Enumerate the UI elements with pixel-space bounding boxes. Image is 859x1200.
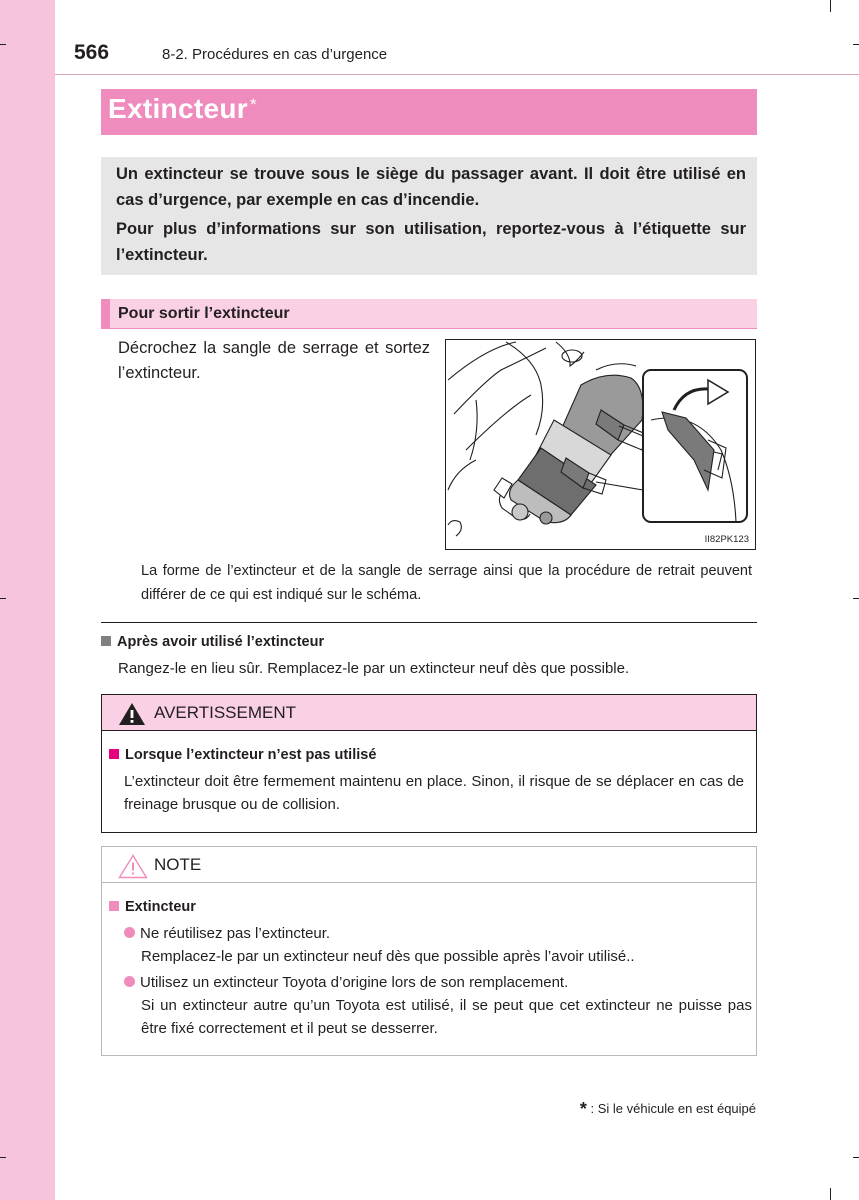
crop-mark	[853, 1157, 859, 1158]
header-rule	[55, 74, 859, 75]
crop-mark	[853, 598, 859, 599]
figure-note: La forme de l’extincteur et de la sangle de serrage ainsi que la procédure de retrait peuvent différer de ce qui est indiqué sur le schéma.	[141, 563, 752, 603]
note-subheading	[109, 899, 196, 915]
removal-instructions: Décrochez la sangle de serrage et sortez l’extincteur.	[118, 339, 430, 382]
page-title	[108, 93, 257, 125]
removal-heading: Pour sortir l’extincteur	[118, 305, 290, 322]
after-use-heading	[101, 634, 324, 650]
footnote-star: *	[579, 1099, 587, 1119]
note-subheading-text: Extincteur	[125, 899, 196, 915]
figure-code: II82PK123	[704, 534, 749, 545]
warning-text: L’extincteur doit être fermement maintenu en place. Sinon, il risque de se déplacer en cas de freinage brusque ou de collision.	[124, 773, 744, 813]
extinguisher-drawing	[446, 340, 755, 549]
intro-paragraph-1: Un extincteur se trouve sous le siège du passager avant. Il doit être utilisé en cas d’urgence, par exemple en cas d’incendie.	[116, 165, 746, 209]
page-title-text: Extincteur	[108, 93, 248, 124]
section-divider	[101, 622, 757, 623]
extinguisher-illustration	[445, 339, 756, 550]
note-bullet-line: Remplacez-le par un extincteur neuf dès que possible après l’avoir utilisé..	[141, 948, 635, 965]
note-bullet	[124, 971, 752, 1040]
footnote-text: : Si le véhicule en est équipé	[590, 1101, 756, 1116]
warning-box	[101, 694, 757, 833]
pink-square-bullet-icon	[109, 749, 119, 759]
note-header	[102, 847, 756, 883]
crop-mark	[0, 44, 6, 45]
equipment-marker: *	[249, 95, 257, 114]
note-bullet-line: Utilisez un extincteur Toyota d’origine lors de son remplacement.	[140, 974, 569, 991]
after-use-text: Rangez-le en lieu sûr. Remplacez-le par un extincteur neuf dès que possible.	[118, 660, 630, 677]
removal-heading-accent	[101, 299, 110, 329]
note-bullet	[124, 922, 752, 968]
gray-square-bullet-icon	[101, 636, 111, 646]
warning-label: AVERTISSEMENT	[154, 703, 297, 722]
crop-mark	[853, 44, 859, 45]
warning-header	[102, 695, 756, 731]
note-label: NOTE	[154, 855, 202, 874]
note-bullet-line: Ne réutilisez pas l’extincteur.	[140, 925, 331, 942]
pink-dot-bullet-icon	[124, 927, 135, 938]
after-use-heading-text: Après avoir utilisé l’extincteur	[117, 634, 325, 650]
crop-mark	[830, 1188, 831, 1200]
pink-square-bullet-icon	[109, 901, 119, 911]
caution-triangle-icon	[118, 854, 148, 879]
section-reference: 8-2. Procédures en cas d’urgence	[162, 46, 388, 63]
pink-dot-bullet-icon	[124, 976, 135, 987]
page-number: 566	[74, 41, 110, 64]
removal-heading-underline	[101, 328, 757, 329]
note-bullet-line: Si un extincteur autre qu’un Toyota est utilisé, il se peut que cet extincteur ne puisse pas être fixé correctement et il peut se desserrer.	[141, 997, 752, 1037]
warning-subheading-text: Lorsque l’extincteur n’est pas utilisé	[125, 747, 377, 763]
left-margin-strip	[0, 0, 55, 1200]
footnote	[580, 1097, 756, 1118]
warning-triangle-icon	[118, 702, 146, 726]
intro-paragraph-2: Pour plus d’informations sur son utilisation, reportez-vous à l’étiquette sur l’extincteur.	[116, 220, 746, 264]
crop-mark	[0, 598, 6, 599]
crop-mark	[0, 1157, 6, 1158]
warning-subheading	[109, 747, 376, 763]
crop-mark	[830, 0, 831, 12]
note-box	[101, 846, 757, 1056]
